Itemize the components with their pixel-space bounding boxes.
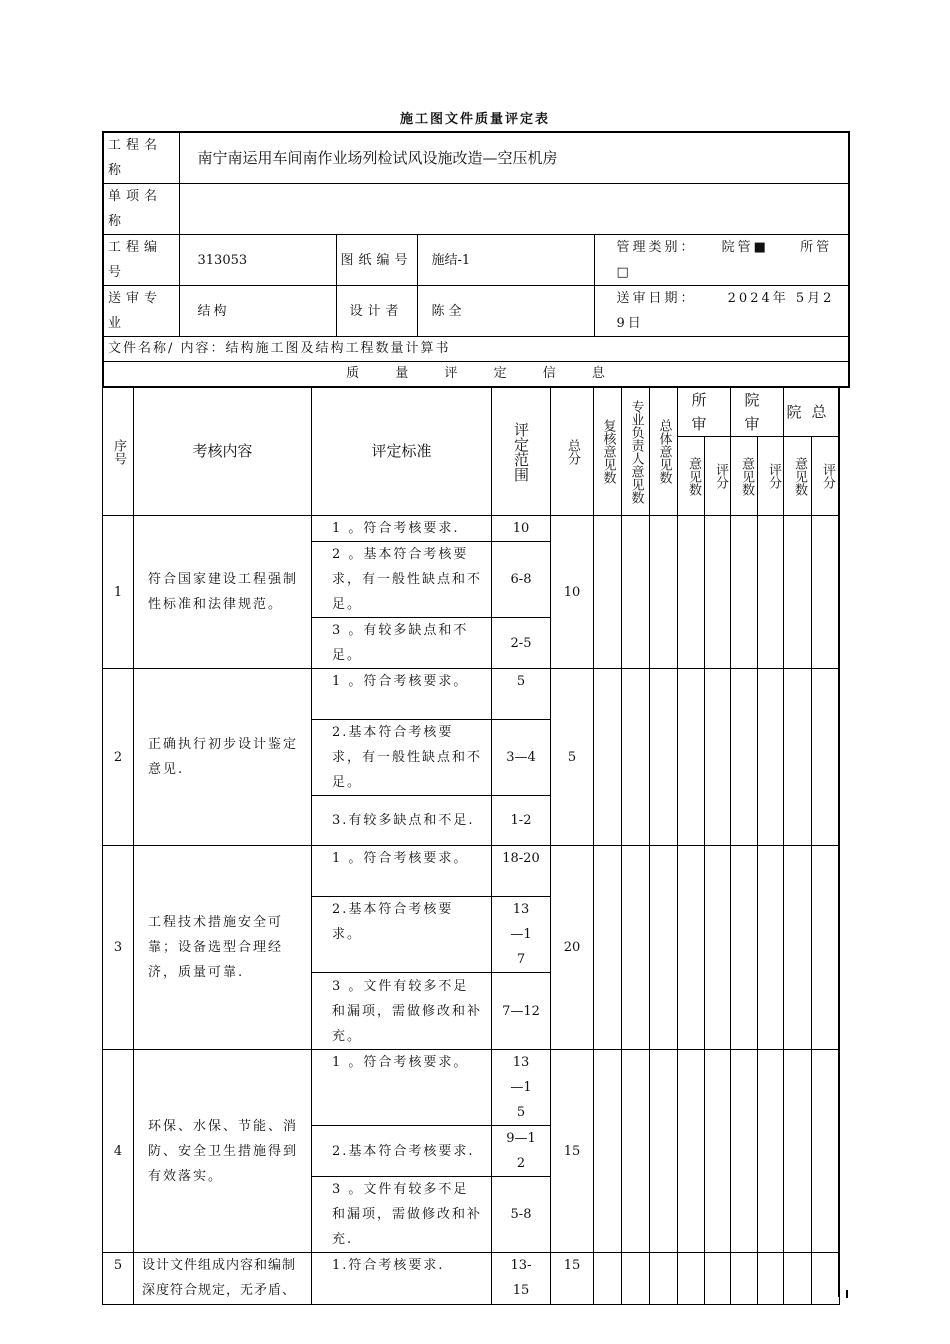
criterion-text: 1 。符合考核要求。 — [312, 846, 492, 897]
criterion-range: 1-2 — [492, 796, 551, 846]
criterion-range: 7—12 — [492, 973, 551, 1050]
criterion-text: 3.有较多缺点和不足. — [312, 796, 492, 846]
criterion-range: 13—15 — [492, 1050, 551, 1126]
page-title: 施工图文件质量评定表 — [399, 112, 550, 127]
table-row — [103, 1253, 840, 1305]
row-content: 正确执行初步设计鉴定意见. — [134, 669, 312, 846]
sub-opinions-3: 意见数 — [784, 437, 812, 516]
drawing-no-label: 图纸编号 — [336, 235, 417, 286]
sub-score-2: 评分 — [758, 437, 784, 516]
project-name-label: 工程名称 — [103, 132, 179, 184]
criterion-range: 18-20 — [492, 846, 551, 897]
criterion-range: 5-8 — [492, 1177, 551, 1253]
project-no: 313053 — [179, 235, 336, 286]
col-total: 总分 — [551, 388, 594, 516]
row-content: 环保、水保、节能、消防、安全卫生措施得到有效落实。 — [134, 1050, 312, 1253]
designer: 陈全 — [417, 286, 594, 337]
row-no: 2 — [103, 669, 134, 846]
col-content: 考核内容 — [134, 388, 312, 516]
quality-info-heading: 质 量 评 定 信 息 — [103, 362, 849, 388]
row-content: 设计文件组成内容和编制深度符合规定，无矛盾、 — [134, 1253, 312, 1305]
row-no: 3 — [103, 846, 134, 1050]
project-name: 南宁南运用车间南作业场列检试风设施改造—空压机房 — [179, 132, 849, 184]
row-no: 4 — [103, 1050, 134, 1253]
criterion-text: 1 。符合考核要求。 — [312, 1050, 492, 1126]
management-institute: 所管□ — [616, 240, 833, 280]
col-hospital-review: 院审 — [731, 388, 784, 437]
designer-label: 设计者 — [336, 286, 417, 337]
criterion-text: 1 。符合考核要求。 — [312, 669, 492, 720]
criterion-range: 3—4 — [492, 720, 551, 796]
quality-evaluation-table — [102, 387, 840, 1305]
table-row — [103, 516, 840, 542]
sub-opinions-2: 意见数 — [731, 437, 758, 516]
criterion-text: 2.基本符合考核要求，有一般性缺点和不足。 — [312, 720, 492, 796]
col-recheck: 复核意见数 — [594, 388, 622, 516]
row-no: 5 — [103, 1253, 134, 1305]
specialty-label: 送审专业 — [103, 286, 179, 337]
row-no: 1 — [103, 516, 134, 669]
criterion-range: 5 — [492, 669, 551, 720]
project-info-table — [102, 131, 850, 388]
management-label: 管理类别： — [616, 240, 697, 255]
table-row — [103, 846, 840, 897]
col-hospital-total: 院总 — [784, 388, 840, 437]
criterion-range: 13-15 — [492, 1253, 551, 1305]
criterion-range: 13—17 — [492, 897, 551, 973]
table-row — [103, 1050, 840, 1126]
row-total: 15 — [551, 1253, 594, 1305]
col-seq: 序号 — [103, 388, 134, 516]
col-specialty-lead: 专业负责人意见数 — [622, 388, 650, 516]
criterion-text: 3 。文件有较多不足和漏项，需做修改和补充。 — [312, 973, 492, 1050]
table-right-border — [838, 387, 840, 1297]
criterion-range: 2-5 — [492, 618, 551, 669]
criterion-range: 9—12 — [492, 1126, 551, 1177]
table-corner-mark — [846, 1290, 848, 1298]
submit-date-cell — [594, 286, 849, 337]
criterion-text: 2 。基本符合考核要求，有一般性缺点和不足。 — [312, 542, 492, 618]
management-hospital: 院管■ — [721, 240, 769, 255]
criterion-text: 1 。符合考核要求. — [312, 516, 492, 542]
specialty: 结构 — [179, 286, 336, 337]
col-institute-review: 所审 — [678, 388, 731, 437]
drawing-no: 施结-1 — [417, 235, 594, 286]
row-content: 符合国家建设工程强制性标准和法律规范。 — [134, 516, 312, 669]
sub-opinions-1: 意见数 — [678, 437, 705, 516]
criterion-text: 3 。有较多缺点和不足。 — [312, 618, 492, 669]
col-range: 评定范围 — [492, 388, 551, 516]
row-content: 工程技术措施安全可靠；设备选型合理经济，质量可靠. — [134, 846, 312, 1050]
criterion-text: 2.基本符合考核要求。 — [312, 897, 492, 973]
col-standard: 评定标准 — [312, 388, 492, 516]
sub-score-3: 评分 — [812, 437, 840, 516]
row-total: 10 — [551, 516, 594, 669]
sub-score-1: 评分 — [705, 437, 731, 516]
file-name: 文件名称/ 内容：结构施工图及结构工程数量计算书 — [103, 337, 849, 362]
criterion-text: 1.符合考核要求. — [312, 1253, 492, 1305]
col-overall: 总体意见数 — [650, 388, 678, 516]
row-total: 5 — [551, 669, 594, 846]
row-total: 20 — [551, 846, 594, 1050]
criterion-text: 2.基本符合考核要求. — [312, 1126, 492, 1177]
criterion-range: 6-8 — [492, 542, 551, 618]
management-type — [594, 235, 849, 286]
project-no-label: 工程编号 — [103, 235, 179, 286]
item-name-label: 单项名称 — [103, 184, 179, 235]
item-name — [179, 184, 849, 235]
row-total: 15 — [551, 1050, 594, 1253]
criterion-range: 10 — [492, 516, 551, 542]
table-row — [103, 669, 840, 720]
criterion-text: 3 。文件有较多不足和漏项，需做修改和补充. — [312, 1177, 492, 1253]
submit-date: 2024年 5月29日 — [616, 291, 835, 331]
submit-date-label: 送审日期： — [616, 291, 697, 306]
